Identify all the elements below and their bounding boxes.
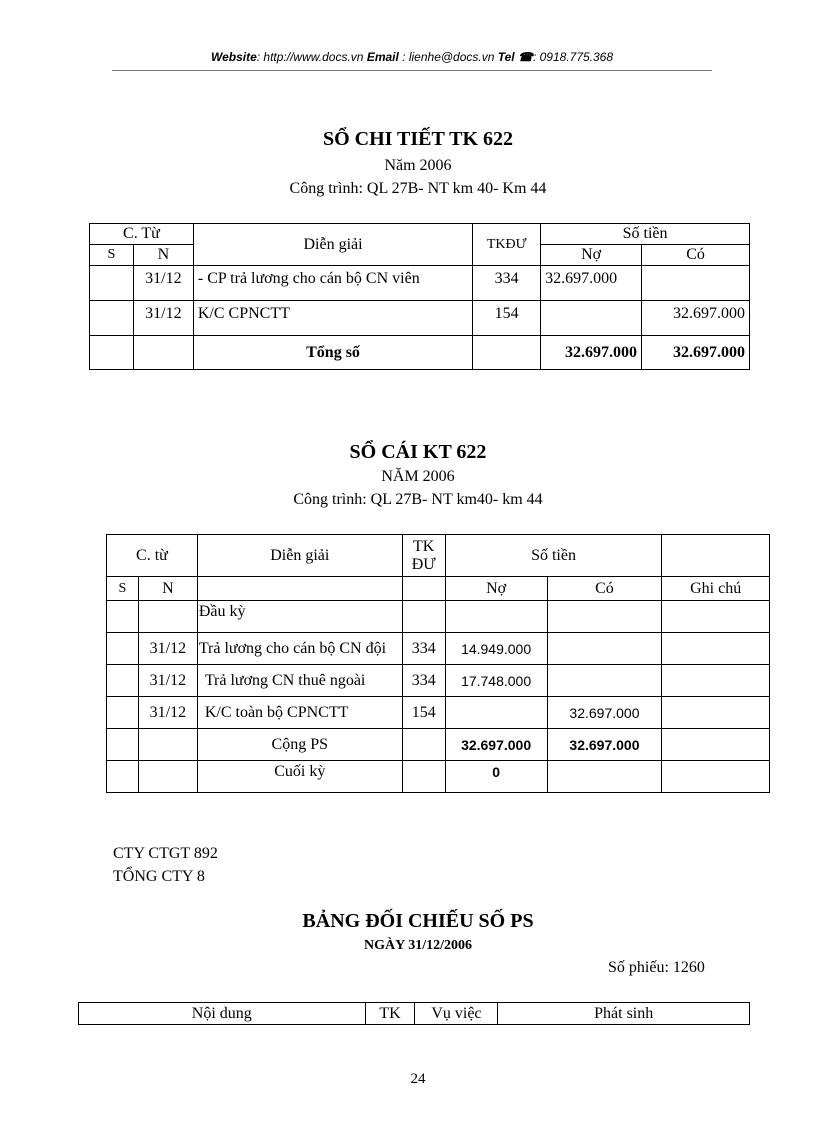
col-header-co: Có [547, 577, 662, 601]
cell-no [541, 301, 642, 336]
section2-project: Công trình: QL 27B- NT km40- km 44 [293, 491, 543, 508]
cuoi-ky-label: Cuối kỳ [197, 761, 402, 793]
col-header-tkdu: TKĐƯ [473, 224, 541, 266]
tel-label: Tel [497, 50, 515, 64]
cell-desc: K/C toàn bộ CPNCTT [197, 697, 402, 729]
table-row [90, 301, 750, 336]
total-no: 32.697.000 [541, 336, 642, 370]
col-header-s: S [90, 245, 134, 266]
cell-n: 31/12 [138, 697, 197, 729]
cong-ps-row [107, 729, 770, 761]
tel-number: : 0918.775.368 [532, 50, 614, 64]
section1-title: SỔ CHI TIẾT TK 622 [322, 128, 514, 150]
cell-desc: Trả lương CN thuê ngoài [197, 665, 402, 697]
website-url: : http://www.docs.vn [256, 50, 364, 64]
section1-project: Công trình: QL 27B- NT km 40- Km 44 [289, 180, 547, 197]
cell-n: 31/12 [133, 301, 193, 336]
cell-desc: K/C CPNCTT [193, 301, 472, 336]
cell-s [90, 266, 134, 301]
col-header-n: N [138, 577, 197, 601]
cuoi-ky-no: 0 [445, 761, 547, 793]
page-header [112, 50, 712, 64]
col-header-tkdu: TK ĐƯ [402, 535, 445, 577]
cell-co: 32.697.000 [642, 301, 750, 336]
voucher-number: Số phiếu: 1260 [608, 959, 705, 976]
cell-tk: 334 [402, 633, 445, 665]
page-number: 24 [410, 1071, 426, 1087]
general-ledger-table [106, 534, 770, 793]
cell-no: 17.748.000 [445, 665, 547, 697]
col-header-dien-giai: Diễn giải [193, 224, 472, 266]
table-row [107, 633, 770, 665]
col-header-ctu: C. từ [107, 535, 198, 577]
table-row [107, 601, 770, 633]
col-header-co: Có [642, 245, 750, 266]
cell-desc: Trả lương cho cán bộ CN đội [197, 633, 402, 665]
col-header-vu-viec: Vụ việc [415, 1003, 498, 1025]
section2-year: NĂM 2006 [381, 468, 455, 485]
section3-title: BẢNG ĐỐI CHIẾU SỐ PS [302, 910, 534, 932]
cell-n: 31/12 [138, 665, 197, 697]
cell-n: 31/12 [133, 266, 193, 301]
cell-tk: 334 [402, 665, 445, 697]
cong-ps-no: 32.697.000 [445, 729, 547, 761]
email-label: Email [366, 50, 399, 64]
section3-date: NGÀY 31/12/2006 [364, 938, 472, 953]
cell-no: 14.949.000 [445, 633, 547, 665]
cong-ps-label: Cộng PS [197, 729, 402, 761]
reconciliation-table [78, 1002, 750, 1025]
cell-tk: 154 [402, 697, 445, 729]
section1-year: Năm 2006 [384, 157, 452, 174]
cell-desc: - CP trả lương cho cán bộ CN viên [193, 266, 472, 301]
phone-icon: ☎ [518, 50, 533, 64]
email-address: : lienhe@docs.vn [402, 50, 495, 64]
cuoi-ky-row [107, 761, 770, 793]
col-header-no: Nợ [445, 577, 547, 601]
col-header-so-tien: Số tiền [445, 535, 662, 577]
col-header-noi-dung: Nội dung [79, 1003, 366, 1025]
cell-co: 32.697.000 [547, 697, 662, 729]
table-row [107, 665, 770, 697]
cell-tk: 334 [473, 266, 541, 301]
total-label: Tổng số [193, 336, 472, 370]
detail-ledger-table [89, 223, 750, 370]
table-row [90, 266, 750, 301]
total-co: 32.697.000 [642, 336, 750, 370]
col-header-ctu: C. Từ [90, 224, 194, 245]
company-name: CTY CTGT 892 [113, 845, 218, 862]
col-header-phat-sinh: Phát sinh [498, 1003, 750, 1025]
cell-n: 31/12 [138, 633, 197, 665]
col-header-tk: TK [365, 1003, 415, 1025]
header-divider [112, 70, 712, 71]
parent-company-name: TỔNG CTY 8 [113, 868, 205, 885]
cell-tk: 154 [473, 301, 541, 336]
col-header-dien-giai: Diễn giải [197, 535, 402, 577]
col-header-ghi-chu: Ghi chú [662, 577, 770, 601]
cell-s [90, 301, 134, 336]
col-header-no: Nợ [541, 245, 642, 266]
col-header-so-tien: Số tiền [541, 224, 750, 245]
cell-desc: Đầu kỳ [197, 601, 402, 633]
cell-co [642, 266, 750, 301]
section2-title: SỔ CÁI KT 622 [349, 441, 487, 463]
col-header-s: S [107, 577, 139, 601]
website-label: Website [210, 50, 257, 64]
cell-no: 32.697.000 [541, 266, 642, 301]
col-header-n: N [133, 245, 193, 266]
cong-ps-co: 32.697.000 [547, 729, 662, 761]
total-row [90, 336, 750, 370]
table-row [107, 697, 770, 729]
